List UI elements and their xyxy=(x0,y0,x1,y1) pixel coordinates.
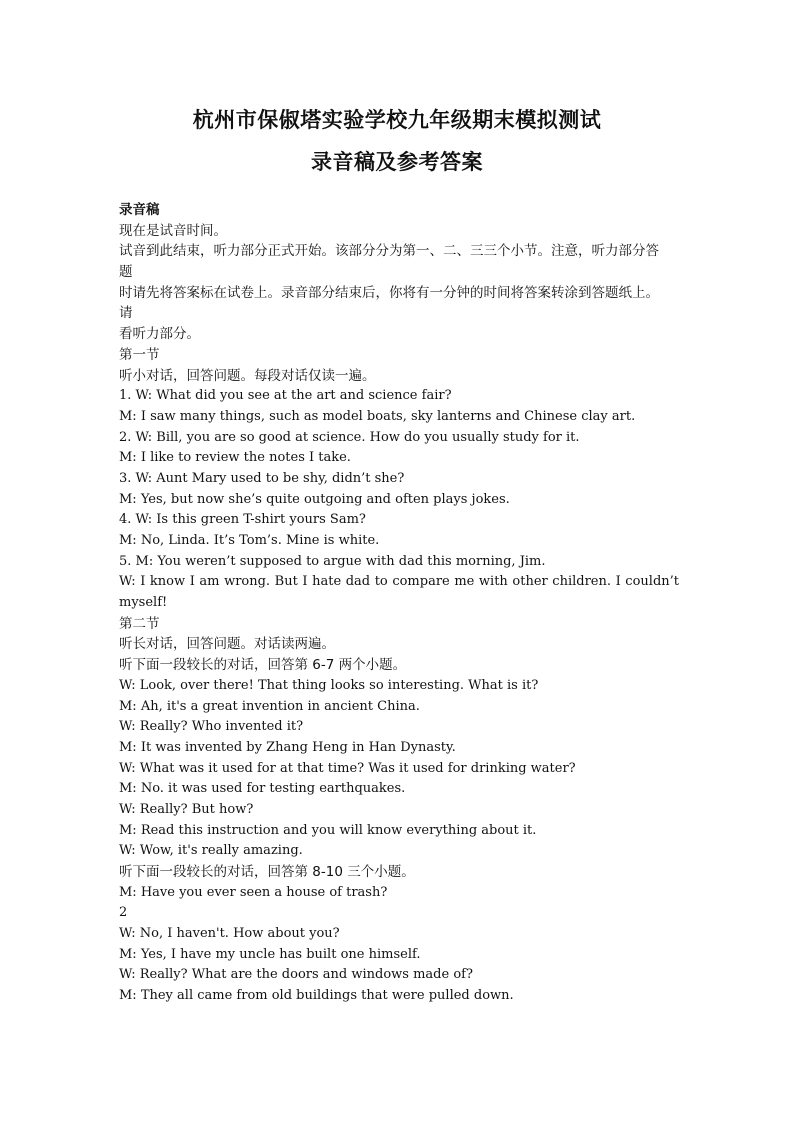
dialogue-line: M: It was invented by Zhang Heng in Han Dynasty. xyxy=(119,739,456,755)
dialogue-line: 5. M: You weren’t supposed to argue with dad this morning, Jim. xyxy=(119,553,546,569)
dialogue-line: M: I like to review the notes I take. xyxy=(119,450,351,466)
dialogue-line: M: No. it was used for testing earthquakes. xyxy=(119,781,406,797)
dialogue-line: M: Have you ever seen a house of trash? xyxy=(119,884,388,900)
section-heading-part1: 第一节 xyxy=(119,346,160,363)
dialogue-line: W: Really? Who invented it? xyxy=(119,719,304,735)
dialogue-line: 3. W: Aunt Mary used to be shy, didn’t she? xyxy=(119,470,405,486)
dialogue-line: 2. W: Bill, you are so good at science. How do you usually study for it. xyxy=(119,429,580,445)
dialogue-line: W: Really? What are the doors and windows made of? xyxy=(119,967,473,983)
instruction-line: 听长对话，回答问题。对话读两遍。 xyxy=(119,636,335,653)
dialogue-line: W: Look, over there! That thing looks so interesting. What is it? xyxy=(119,677,539,693)
instruction-line: 听下面一段较长的对话，回答第 6-7 两个小题。 xyxy=(119,657,407,674)
dialogue-line: W: I know I am wrong. But I hate dad to compare me with other children. I couldn’t xyxy=(119,574,679,590)
dialogue-line: W: No, I haven't. How about you? xyxy=(119,926,340,942)
text-line: 题 xyxy=(119,264,133,281)
text-line: 试音到此结束，听力部分正式开始。该部分分为第一、二、三三个小节。注意，听力部分答 xyxy=(119,243,659,260)
document-subtitle: 录音稿及参考答案 xyxy=(311,150,483,174)
instruction-line: 听小对话，回答问题。每段对话仅读一遍。 xyxy=(119,367,376,384)
dialogue-line: 1. W: What did you see at the art and science fair? xyxy=(119,388,452,404)
dialogue-line: M: I saw many things, such as model boats, sky lanterns and Chinese clay art. xyxy=(119,408,636,424)
page-number-marker: 2 xyxy=(119,905,128,921)
text-line: 请 xyxy=(119,305,133,322)
section-heading-part2: 第二节 xyxy=(119,615,160,632)
dialogue-line: M: Yes, I have my uncle has built one himself. xyxy=(119,946,421,962)
dialogue-line: W: Wow, it's really amazing. xyxy=(119,843,303,859)
document-body xyxy=(119,200,679,1007)
dialogue-line: myself! xyxy=(119,595,168,611)
document-title: 杭州市保俶塔实验学校九年级期末模拟测试 xyxy=(192,108,602,132)
dialogue-line: 4. W: Is this green T-shirt yours Sam? xyxy=(119,512,366,528)
text-line: 看听力部分。 xyxy=(119,326,200,343)
dialogue-line: W: What was it used for at that time? Was it used for drinking water? xyxy=(119,760,576,776)
text-line: 时请先将答案标在试卷上。录音部分结束后，你将有一分钟的时间将答案转涂到答题纸上。 xyxy=(119,284,659,301)
dialogue-line: W: Really? But how? xyxy=(119,801,254,817)
dialogue-line: M: They all came from old buildings that were pulled down. xyxy=(119,988,514,1004)
section-heading-transcript: 录音稿 xyxy=(119,202,160,218)
dialogue-line: M: No, Linda. It’s Tom’s. Mine is white. xyxy=(119,533,380,548)
dialogue-line: M: Yes, but now she’s quite outgoing and often plays jokes. xyxy=(119,491,510,507)
dialogue-line: M: Read this instruction and you will know everything about it. xyxy=(119,822,537,838)
dialogue-line: M: Ah, it's a great invention in ancient China. xyxy=(119,698,420,714)
text-line: 现在是试音时间。 xyxy=(119,222,227,239)
instruction-line: 听下面一段较长的对话，回答第 8-10 三个小题。 xyxy=(119,864,415,880)
